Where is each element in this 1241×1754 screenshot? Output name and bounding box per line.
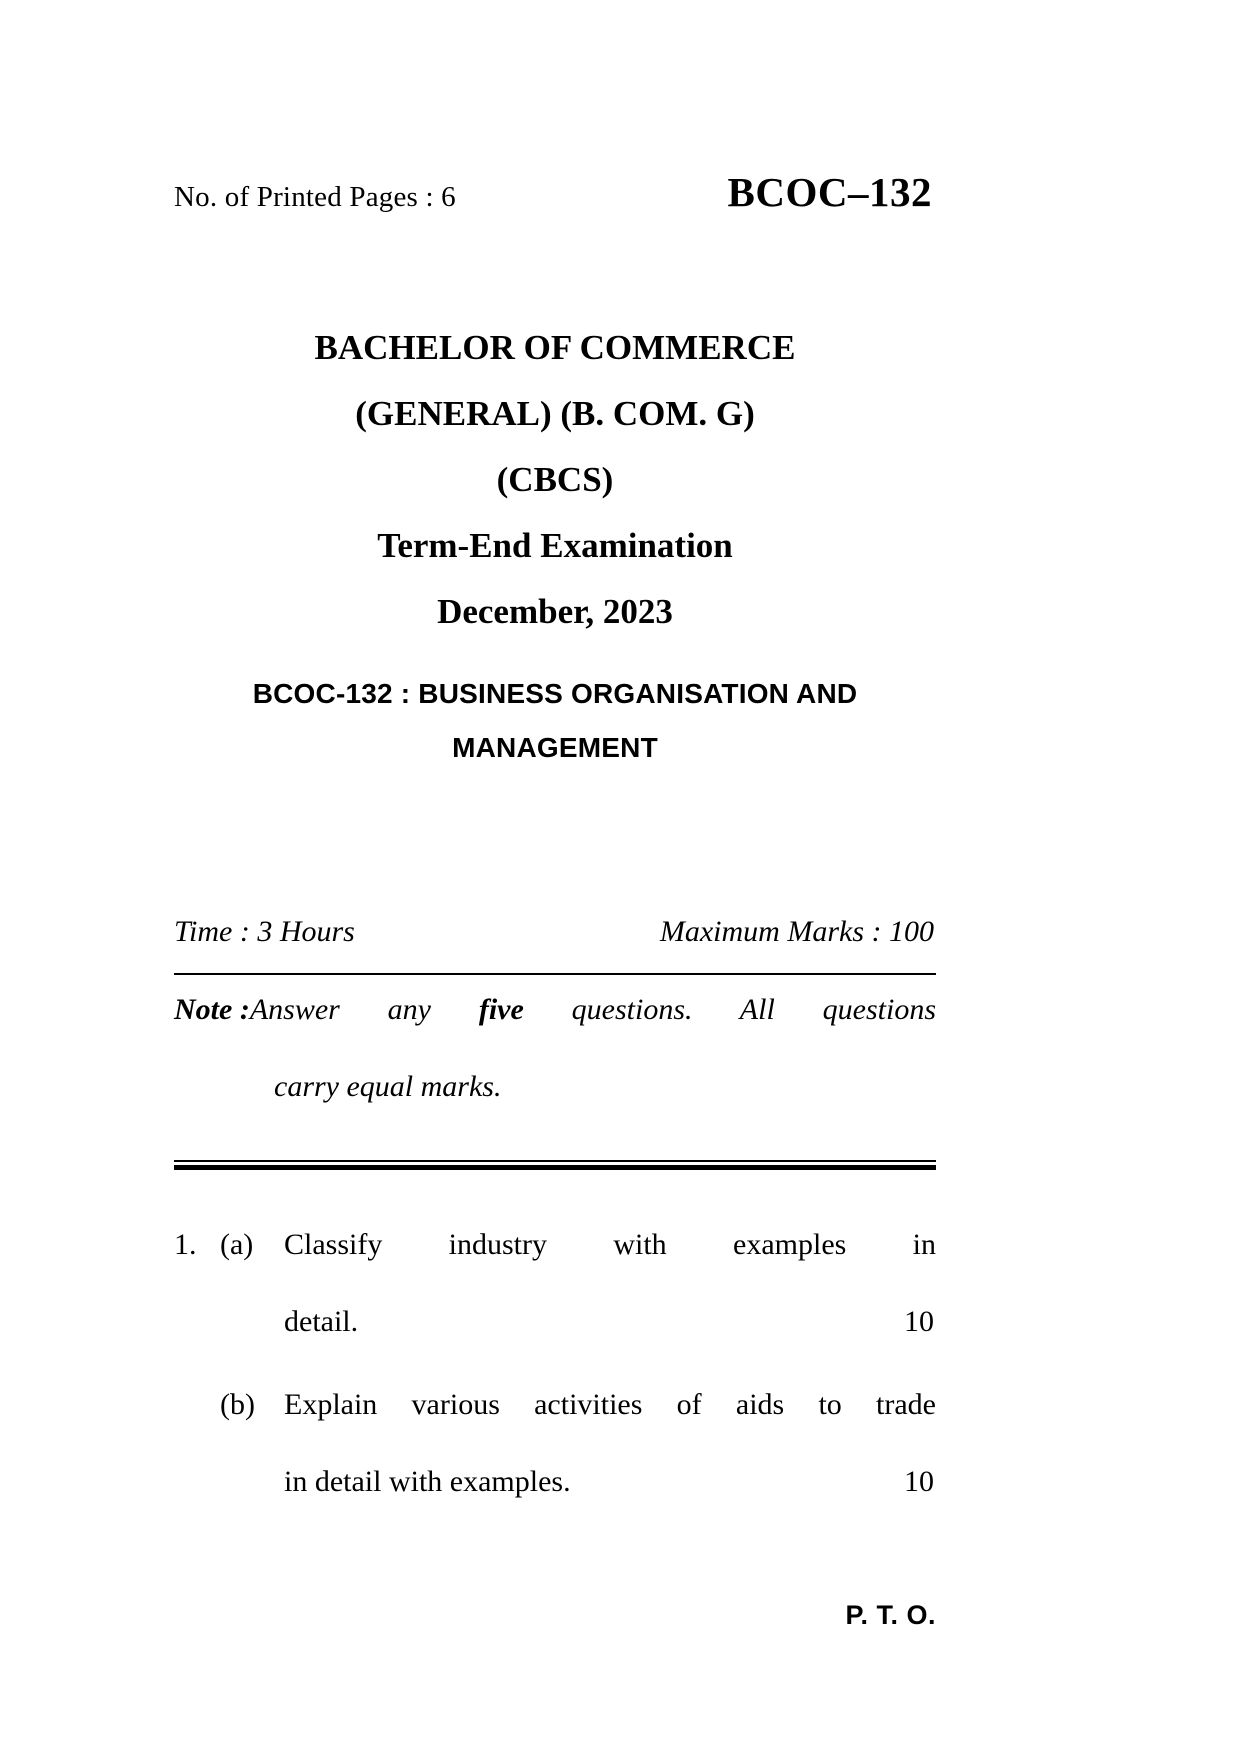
- note-first-line: [174, 995, 936, 1025]
- question-text: [284, 1390, 936, 1497]
- question-marks: 10: [904, 1305, 934, 1338]
- question-text-last-row: [284, 1467, 936, 1497]
- question-1-part-a: [174, 1228, 936, 1337]
- question-1-part-b: [174, 1388, 936, 1497]
- section-divider: [174, 1160, 936, 1169]
- question-text-line-1: Classify industry with examples in: [284, 1228, 936, 1261]
- question-text-line-2: detail.: [284, 1305, 359, 1338]
- question-marks: 10: [904, 1465, 934, 1498]
- subject-title: [174, 667, 936, 775]
- note-emphasis: five: [478, 993, 524, 1026]
- questions-list: [174, 1228, 936, 1497]
- question-part-letter: (b): [220, 1388, 255, 1421]
- exam-session: December, 2023: [437, 592, 673, 631]
- scheme-label: (CBCS): [496, 460, 614, 499]
- subject-title-line-2: MANAGEMENT: [452, 731, 658, 763]
- question-spacer: [174, 1337, 936, 1388]
- degree-subtitle: (GENERAL) (B. COM. G): [355, 394, 755, 433]
- question-text-line-2: in detail with examples.: [284, 1465, 571, 1498]
- title-block: [174, 330, 936, 775]
- page-turn-over-label: P. T. O.: [845, 1600, 936, 1630]
- question-text-last-row: [284, 1307, 936, 1337]
- exam-meta-row: [174, 915, 936, 949]
- question-number: 1.: [174, 1228, 197, 1261]
- note-body: [250, 995, 936, 1025]
- divider-thick-line: [174, 1165, 936, 1170]
- subject-title-line-1: BCOC-132 : BUSINESS ORGANISATION AND: [252, 678, 858, 709]
- degree-title: BACHELOR OF COMMERCE: [314, 328, 796, 367]
- divider-thin-line: [174, 1160, 936, 1162]
- question-text: [284, 1230, 936, 1337]
- maximum-marks: Maximum Marks : 100: [659, 915, 934, 948]
- question-part-letter: (a): [220, 1228, 254, 1261]
- meta-divider: [174, 973, 936, 975]
- exam-duration: Time : 3 Hours: [174, 915, 355, 948]
- page-header: [174, 168, 936, 216]
- course-code: BCOC–132: [727, 169, 932, 215]
- question-text-line-1: Explain various activities of aids to trade: [284, 1388, 936, 1421]
- note-second-line: carry equal marks.: [274, 1070, 502, 1103]
- exam-type: Term-End Examination: [377, 526, 733, 565]
- printed-pages-label: No. of Printed Pages : 6: [174, 181, 456, 213]
- note-text-part-2: questions. All questions: [523, 993, 936, 1026]
- note-label: Note :: [174, 993, 250, 1026]
- instructions-note: [174, 995, 936, 1102]
- note-text-part-1: Answer any: [249, 993, 479, 1026]
